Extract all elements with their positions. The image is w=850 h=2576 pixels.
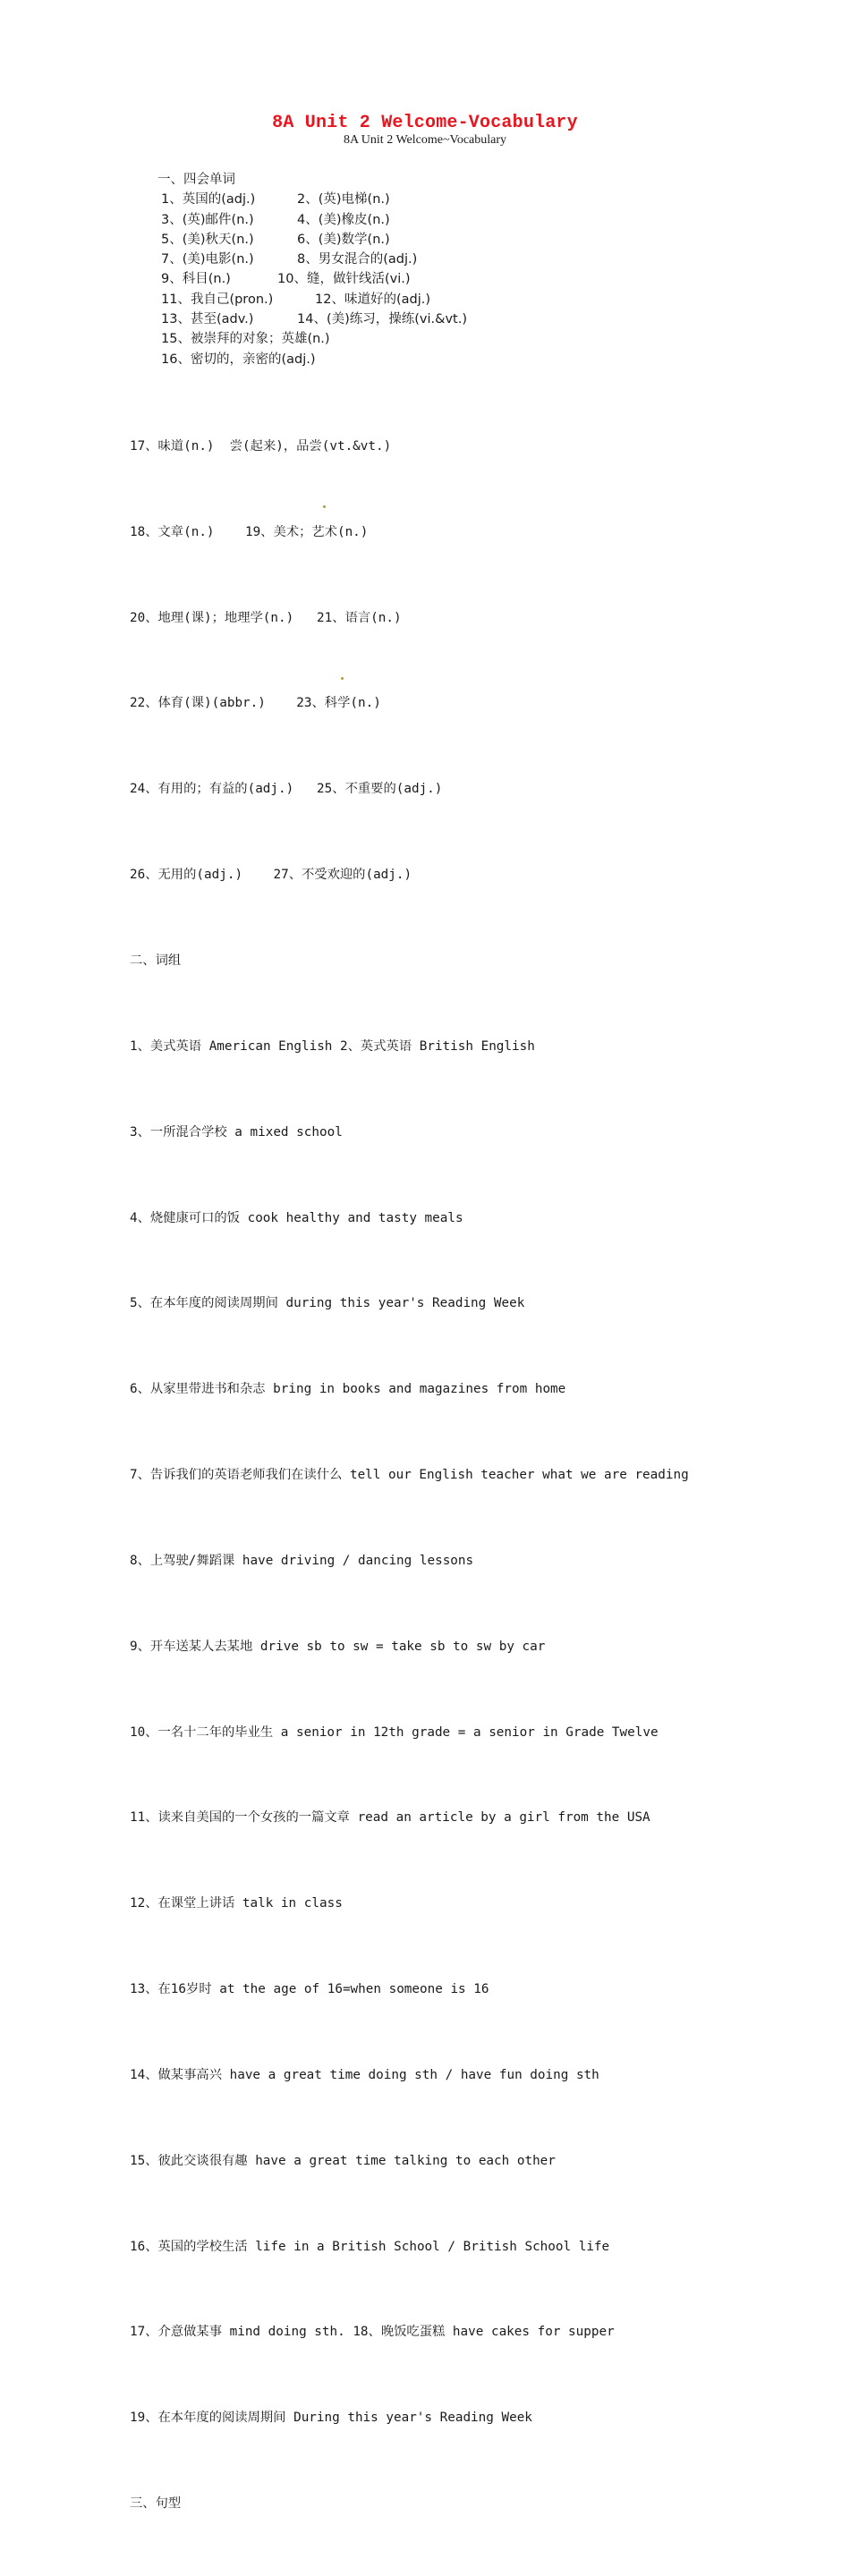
vocab-item: 12、味道好的(adj.) (315, 292, 430, 307)
vocab-row (159, 350, 467, 369)
vocab-item: 16、密切的，亲密的(adj.) (161, 352, 316, 367)
vocab-item: 6、(美)数学(n.) (297, 232, 390, 247)
phrase-line: 12、在课堂上讲话 talk in class (130, 1896, 343, 1911)
vocab-item: 4、(美)橡皮(n.) (297, 212, 390, 227)
document-body (130, 376, 689, 2576)
section-heading-phrases: 二、词组 (130, 953, 182, 968)
phrase-line: 6、从家里带进书和杂志 bring in books and magazines from home (130, 1382, 566, 1397)
vocab-item: 7、(美)电影(n.) (161, 252, 254, 267)
section-heading-vocabulary: 一、四会单词 (157, 173, 235, 187)
phrase-line: 1、美式英语 American English 2、英式英语 British English (130, 1038, 535, 1054)
phrase-line: 8、上驾驶/舞蹈课 have driving / dancing lessons (130, 1553, 474, 1568)
vocab-item: 13、甚至(adv.) (161, 312, 254, 327)
text-line: 24、有用的；有益的(adj.) 25、不重要的(adj.) (130, 782, 443, 797)
phrase-line: 13、在16岁时 at the age of 16=when someone is 16 (130, 1982, 489, 1997)
vocab-item: 10、缝，做针线活(vi.) (277, 272, 411, 287)
phrase-line: 19、在本年度的阅读周期间 During this year's Reading Week (130, 2411, 532, 2426)
vocabulary-section (159, 170, 467, 369)
phrase-line: 14、做某事高兴 have a great time doing sth / have fun doing sth (130, 2067, 599, 2082)
vocab-row (159, 309, 467, 329)
vocab-item: 15、被崇拜的对象；英雄(n.) (161, 332, 330, 347)
text-line: 17、味道(n.) 尝(起来)，品尝(vt.&vt.) (130, 438, 392, 453)
vocab-item: 11、我自己(pron.) (161, 292, 274, 307)
phrase-line: 15、彼此交谈很有趣 have a great time talking to each other (130, 2153, 556, 2168)
stray-dot-mark (341, 677, 344, 680)
document-subtitle: 8A Unit 2 Welcome~Vocabulary (343, 133, 507, 147)
phrase-line: 9、开车送某人去某地 drive sb to sw = take sb to sw by car (130, 1639, 546, 1654)
text-line: 26、无用的(adj.) 27、不受欢迎的(adj.) (130, 868, 412, 883)
text-line: 22、体育(课)(abbr.) 23、科学(n.) (130, 696, 381, 711)
vocab-row (159, 230, 467, 250)
document-title: 8A Unit 2 Welcome-Vocabulary (272, 113, 578, 133)
vocab-row (159, 210, 467, 230)
stray-dot-mark (323, 505, 326, 508)
vocab-item: 3、(英)邮件(n.) (161, 212, 254, 227)
vocab-row (159, 269, 467, 289)
vocab-row (159, 329, 467, 349)
vocab-item: 9、科目(n.) (161, 272, 231, 287)
vocab-item: 1、英国的(adj.) (161, 192, 256, 208)
section-heading-sentences: 三、句型 (130, 2496, 182, 2512)
phrase-line: 3、一所混合学校 a mixed school (130, 1124, 343, 1140)
vocab-row (159, 250, 467, 269)
phrase-line: 7、告诉我们的英语老师我们在读什么 tell our English teacher what we are reading (130, 1468, 689, 1483)
vocab-row (159, 290, 467, 309)
vocab-item: 8、男女混合的(adj.) (297, 252, 418, 267)
phrase-line: 16、英国的学校生活 life in a British School / British School life (130, 2239, 610, 2254)
vocab-item: 5、(美)秋天(n.) (161, 232, 254, 247)
text-line: 18、文章(n.) 19、美术；艺术(n.) (130, 524, 369, 539)
phrase-line: 10、一名十二年的毕业生 a senior in 12th grade = a senior in Grade Twelve (130, 1724, 659, 1740)
phrase-line: 17、介意做某事 mind doing sth. 18、晚饭吃蛋糕 have cakes for supper (130, 2325, 615, 2340)
phrase-line: 4、烧健康可口的饭 cook healthy and tasty meals (130, 1210, 463, 1225)
phrase-line: 5、在本年度的阅读周期间 during this year's Reading Week (130, 1296, 525, 1311)
phrase-line: 11、读来自美国的一个女孩的一篇文章 read an article by a girl from the USA (130, 1810, 650, 1826)
vocab-item: 2、(英)电梯(n.) (297, 192, 390, 208)
text-line: 20、地理(课)；地理学(n.) 21、语言(n.) (130, 610, 402, 625)
vocab-row (159, 190, 467, 209)
vocab-item: 14、(美)练习，操练(vi.&vt.) (297, 312, 467, 327)
